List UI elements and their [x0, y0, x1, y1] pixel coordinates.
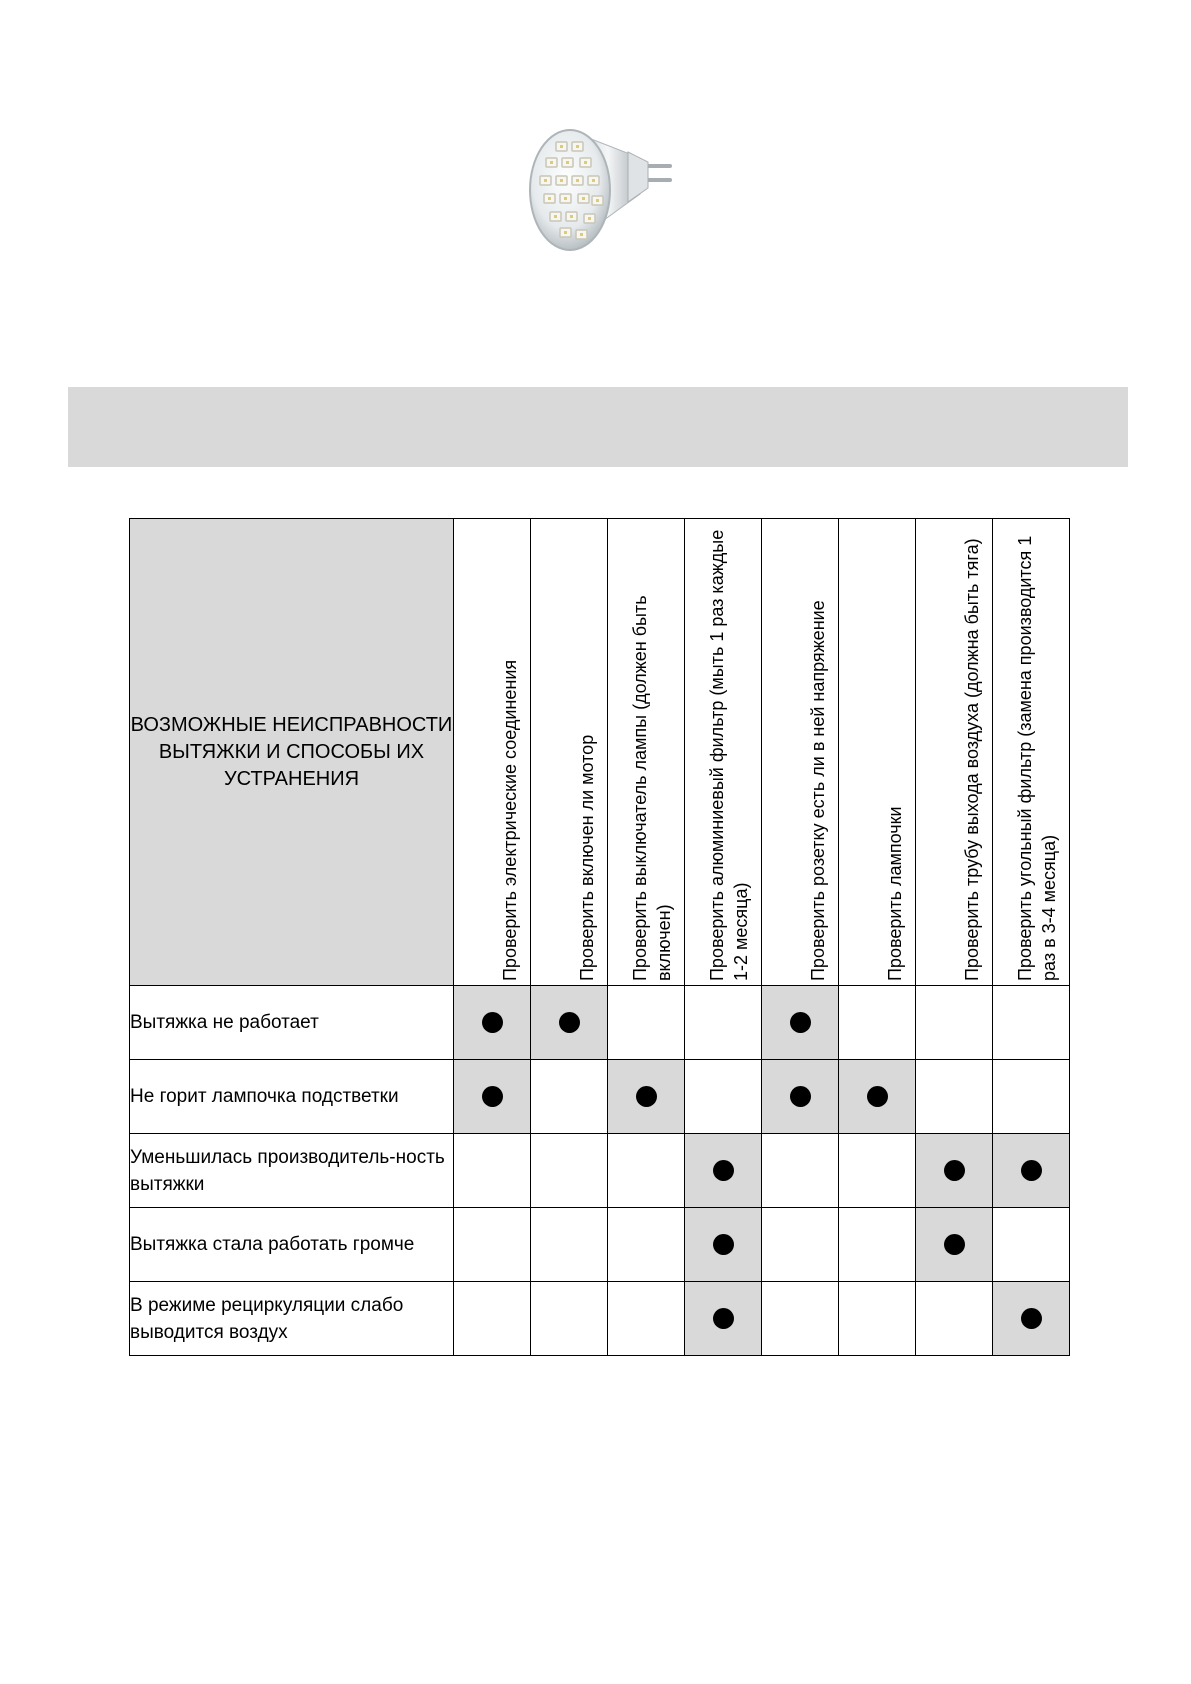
empty-cell: [839, 1208, 916, 1282]
filled-circle-icon: [790, 1086, 811, 1107]
filled-circle-icon: [713, 1160, 734, 1181]
marked-cell: [608, 1060, 685, 1134]
filled-circle-icon: [713, 1234, 734, 1255]
filled-circle-icon: [790, 1012, 811, 1033]
filled-circle-icon: [713, 1308, 734, 1329]
empty-cell: [993, 1208, 1070, 1282]
column-header: [531, 519, 608, 986]
empty-cell: [531, 1134, 608, 1208]
empty-cell: [685, 1060, 762, 1134]
led-bulb-image: [528, 118, 688, 268]
marked-cell: [531, 986, 608, 1060]
problem-label: Вытяжка стала работать громче: [130, 1208, 454, 1282]
column-header: [608, 519, 685, 986]
problem-label: Уменьшилась производитель-ность вытяжки: [130, 1134, 454, 1208]
column-header-label: Проверить выключатель лампы (должен быть включен): [630, 595, 674, 981]
empty-cell: [839, 986, 916, 1060]
column-header: [993, 519, 1070, 986]
filled-circle-icon: [559, 1012, 580, 1033]
column-header-label: Проверить включен ли мотор: [577, 734, 597, 981]
empty-cell: [531, 1060, 608, 1134]
empty-cell: [993, 1060, 1070, 1134]
empty-cell: [916, 1060, 993, 1134]
filled-circle-icon: [482, 1012, 503, 1033]
empty-cell: [454, 1282, 531, 1356]
empty-cell: [454, 1134, 531, 1208]
table-header-row: [130, 519, 1070, 986]
marked-cell: [685, 1134, 762, 1208]
empty-cell: [993, 986, 1070, 1060]
led-spot-bulb-icon: [528, 118, 688, 268]
section-header-band: [68, 387, 1128, 467]
empty-cell: [454, 1208, 531, 1282]
marked-cell: [839, 1060, 916, 1134]
marked-cell: [993, 1282, 1070, 1356]
empty-cell: [685, 986, 762, 1060]
column-header: [454, 519, 531, 986]
empty-cell: [762, 1208, 839, 1282]
column-header: [916, 519, 993, 986]
marked-cell: [993, 1134, 1070, 1208]
empty-cell: [531, 1208, 608, 1282]
problem-label: Вытяжка не работает: [130, 986, 454, 1060]
table-row: [130, 1134, 1070, 1208]
column-header-label: Проверить электрические соединения: [500, 659, 520, 981]
troubleshooting-table: [129, 518, 1070, 1356]
filled-circle-icon: [1021, 1308, 1042, 1329]
empty-cell: [531, 1282, 608, 1356]
empty-cell: [608, 986, 685, 1060]
filled-circle-icon: [944, 1160, 965, 1181]
marked-cell: [762, 986, 839, 1060]
marked-cell: [916, 1134, 993, 1208]
column-header-label: Проверить лампочки: [885, 806, 905, 981]
filled-circle-icon: [636, 1086, 657, 1107]
marked-cell: [454, 1060, 531, 1134]
empty-cell: [839, 1282, 916, 1356]
table-row: [130, 986, 1070, 1060]
table-row: [130, 1282, 1070, 1356]
column-header-label: Проверить алюминиевый фильтр (мыть 1 раз каждые 1-2 месяца): [707, 529, 751, 981]
table-body: [130, 986, 1070, 1356]
table-corner-title: ВОЗМОЖНЫЕ НЕИСПРАВНОСТИ ВЫТЯЖКИ И СПОСОБЫ ИХ УСТРАНЕНИЯ: [130, 519, 454, 986]
column-header-label: Проверить розетку есть ли в ней напряжение: [808, 600, 828, 981]
problem-label: Не горит лампочка подстветки: [130, 1060, 454, 1134]
empty-cell: [916, 1282, 993, 1356]
column-header-label: Проверить угольный фильтр (замена производится 1 раз в 3-4 месяца): [1015, 535, 1059, 981]
table-row: [130, 1208, 1070, 1282]
column-header: [685, 519, 762, 986]
marked-cell: [454, 986, 531, 1060]
filled-circle-icon: [482, 1086, 503, 1107]
empty-cell: [608, 1282, 685, 1356]
filled-circle-icon: [1021, 1160, 1042, 1181]
empty-cell: [916, 986, 993, 1060]
empty-cell: [608, 1208, 685, 1282]
marked-cell: [762, 1060, 839, 1134]
marked-cell: [685, 1208, 762, 1282]
table-row: [130, 1060, 1070, 1134]
empty-cell: [762, 1282, 839, 1356]
filled-circle-icon: [944, 1234, 965, 1255]
column-header: [762, 519, 839, 986]
problem-label: В режиме рециркуляции слабо выводится воздух: [130, 1282, 454, 1356]
empty-cell: [608, 1134, 685, 1208]
column-header-label: Проверить трубу выхода воздуха (должна быть тяга): [962, 538, 982, 981]
marked-cell: [916, 1208, 993, 1282]
empty-cell: [762, 1134, 839, 1208]
filled-circle-icon: [867, 1086, 888, 1107]
empty-cell: [839, 1134, 916, 1208]
marked-cell: [685, 1282, 762, 1356]
column-header: [839, 519, 916, 986]
